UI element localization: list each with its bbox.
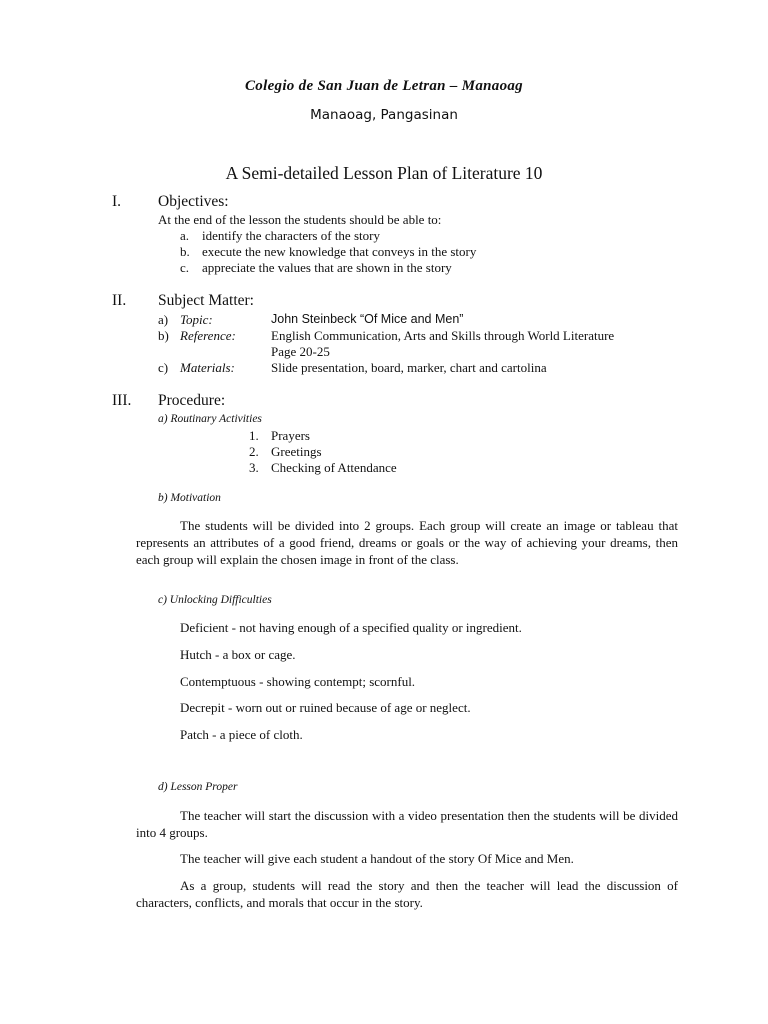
section-number-subject-matter: II. [112, 292, 127, 309]
subsection-lesson-proper: d) Lesson Proper [158, 781, 238, 793]
objective-marker: b. [180, 244, 190, 259]
objective-text: appreciate the values that are shown in the story [202, 260, 452, 275]
section-number-objectives: I. [112, 193, 122, 210]
section-number-procedure: III. [112, 392, 132, 409]
subject-value-reference: English Communication, Arts and Skills through World Literature [271, 328, 615, 343]
lesson-paragraph: The teacher will give each student a handout of the story Of Mice and Men. [180, 851, 574, 866]
objective-text: execute the new knowledge that conveys in the story [202, 244, 477, 259]
section-heading-subject-matter: Subject Matter: [158, 292, 254, 309]
subject-label-materials: Materials: [180, 360, 235, 375]
lesson-paragraph: As a group, students will read the story and then the teacher will lead the discussion of characters, conflicts, and morals that occur in the story. [136, 878, 678, 910]
routinary-item: Checking of Attendance [271, 460, 397, 475]
subject-marker: a) [158, 312, 169, 327]
subject-value-topic: John Steinbeck “Of Mice and Men” [271, 312, 464, 326]
objective-text: identify the characters of the story [202, 228, 380, 243]
subject-marker: c) [158, 360, 169, 375]
vocabulary-item: Patch - a piece of cloth. [180, 727, 303, 742]
vocabulary-item: Contemptuous - showing contempt; scornful. [180, 674, 416, 689]
objectives-intro: At the end of the lesson the students should be able to: [158, 212, 442, 227]
location-text: Manaoag, Pangasinan [310, 107, 458, 123]
document-title: A Semi-detailed Lesson Plan of Literature 10 [225, 163, 543, 183]
subsection-motivation: b) Motivation [158, 492, 221, 504]
subject-value-materials: Slide presentation, board, marker, chart and cartolina [271, 360, 547, 375]
routinary-item: Prayers [271, 428, 310, 443]
subject-label-reference: Reference: [180, 328, 236, 343]
routinary-marker: 2. [249, 444, 259, 459]
subsection-routinary: a) Routinary Activities [158, 413, 262, 425]
objective-marker: a. [180, 228, 190, 243]
section-heading-procedure: Procedure: [158, 392, 226, 409]
motivation-paragraph: The students will be divided into 2 groups. Each group will create an image or tableau that represents an attributes of a good friend, dreams or goals or the way of achieving your dreams, then each group will explain the chosen image in front of the class. [136, 518, 678, 567]
subject-value-reference-page: Page 20-25 [271, 344, 330, 359]
objective-marker: c. [180, 260, 190, 275]
routinary-marker: 3. [249, 460, 259, 475]
routinary-item: Greetings [271, 444, 322, 459]
subject-label-topic: Topic: [180, 312, 213, 327]
section-heading-objectives: Objectives: [158, 193, 229, 210]
college-name: Colegio de San Juan de Letran – Manaoag [245, 78, 523, 94]
subject-marker: b) [158, 328, 169, 343]
vocabulary-item: Hutch - a box or cage. [180, 647, 296, 662]
subsection-unlocking-difficulties: c) Unlocking Difficulties [158, 594, 272, 606]
lesson-paragraph: The teacher will start the discussion with a video presentation then the students will be divided into 4 groups. [136, 808, 678, 840]
vocabulary-item: Decrepit - worn out or ruined because of age or neglect. [180, 700, 471, 715]
routinary-marker: 1. [249, 428, 259, 443]
vocabulary-item: Deficient - not having enough of a specified quality or ingredient. [180, 620, 522, 635]
